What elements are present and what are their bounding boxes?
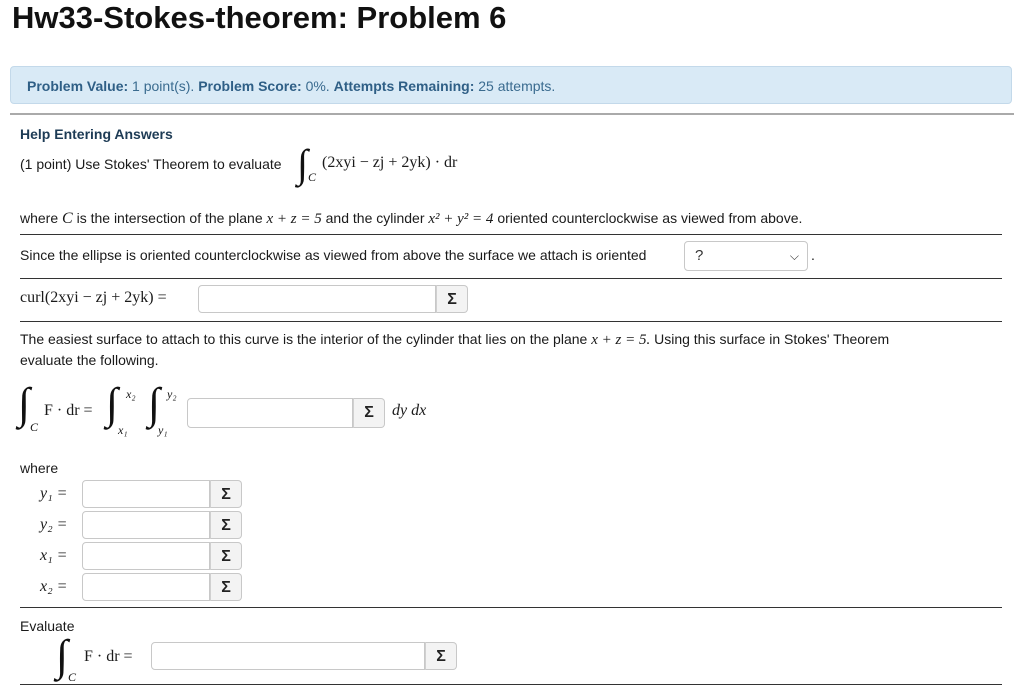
divider [20, 684, 1002, 685]
var-x2-label: x₂ = [40, 578, 68, 595]
equation-editor-button[interactable]: Σ [353, 398, 385, 428]
y1-input[interactable] [82, 480, 210, 508]
surface-plane: x + z = 5. [591, 332, 651, 348]
cylinder-equation: x² + y² = 4 [428, 211, 494, 227]
x2-input[interactable] [82, 573, 210, 601]
surface-text-line2: evaluate the following. [20, 352, 159, 368]
surface-text: The easiest surface to attach to this curve is the interior of the cylinder that lies on the plane [20, 331, 588, 347]
curve-C: C [62, 210, 73, 227]
divider [20, 278, 1002, 279]
limit-x2: x₂ [126, 387, 136, 401]
curl-label: curl(2xyi − zj + 2yk) = [20, 289, 167, 306]
divider [20, 234, 1002, 235]
integral-subscript: C [308, 170, 317, 184]
lhs-integral: F · dr = [44, 402, 93, 419]
equation-editor-button[interactable]: Σ [210, 511, 242, 539]
surface-text-2: Using this surface in Stokes' Theorem [654, 331, 890, 347]
problem-score-label: Problem Score: [198, 78, 302, 94]
problem-integrand: (2xyi − zj + 2yk) · dr [322, 154, 458, 171]
problem-value: 1 point(s). [132, 78, 195, 94]
problem-intro: (1 point) Use Stokes' Theorem to evaluate [20, 156, 282, 172]
problem-score: 0%. [305, 78, 330, 94]
help-entering-answers-link[interactable]: Help Entering Answers [20, 126, 173, 142]
problem-value-label: Problem Value: [27, 78, 129, 94]
final-answer-input[interactable] [151, 642, 425, 670]
where-text-3: and the cylinder [325, 210, 425, 226]
attempts-remaining: 25 attempts. [478, 78, 556, 94]
limit-x1: x₁ [118, 423, 128, 437]
integral-sign: ∫ [106, 379, 119, 428]
curl-input[interactable] [198, 285, 436, 313]
integral-sign: ∫ [297, 141, 308, 186]
integrand-input[interactable] [187, 398, 353, 428]
orientation-select-value: ? [695, 247, 704, 264]
where-text-2: is the intersection of the plane [76, 210, 263, 226]
where-text: where [20, 210, 59, 226]
x1-input[interactable] [82, 542, 210, 570]
attempts-label: Attempts Remaining: [333, 78, 475, 94]
y2-input[interactable] [82, 511, 210, 539]
final-integral-label: F · dr = [84, 648, 133, 665]
equation-editor-button[interactable]: Σ [210, 573, 242, 601]
integral-sign: ∫ [56, 631, 69, 680]
var-y2-label: y₂ = [40, 516, 68, 533]
surface-text-line1 [20, 331, 889, 349]
orientation-end: . [811, 247, 815, 263]
where-text-4: oriented counterclockwise as viewed from above. [497, 210, 803, 226]
divider [20, 321, 1002, 322]
where-line [20, 210, 802, 228]
divider [20, 607, 1002, 608]
limit-y2: y₂ [167, 387, 177, 401]
plane-equation: x + z = 5 [266, 211, 322, 227]
divider [10, 113, 1014, 115]
where-label: where [20, 460, 59, 476]
var-y1-label: y₁ = [40, 485, 68, 502]
var-x1-label: x₁ = [40, 547, 68, 564]
integral-sign: ∫ [148, 379, 161, 428]
evaluate-label: Evaluate [20, 618, 75, 634]
integral-subscript: C [68, 670, 77, 684]
orientation-text: Since the ellipse is oriented counterclockwise as viewed from above the surface we attach is oriented [20, 247, 647, 263]
dy-dx: dy dx [392, 402, 427, 419]
chevron-down-icon: ⌵ [789, 249, 799, 263]
problem-info-bar [10, 66, 1012, 104]
equation-editor-button[interactable]: Σ [210, 542, 242, 570]
integral-subscript: C [30, 420, 39, 434]
limit-y1: y₁ [158, 423, 168, 437]
orientation-select[interactable] [684, 241, 808, 271]
page-title: Hw33-Stokes-theorem: Problem 6 [12, 0, 507, 35]
integral-sign: ∫ [18, 379, 31, 428]
equation-editor-button[interactable]: Σ [436, 285, 468, 313]
equation-editor-button[interactable]: Σ [210, 480, 242, 508]
equation-editor-button[interactable]: Σ [425, 642, 457, 670]
